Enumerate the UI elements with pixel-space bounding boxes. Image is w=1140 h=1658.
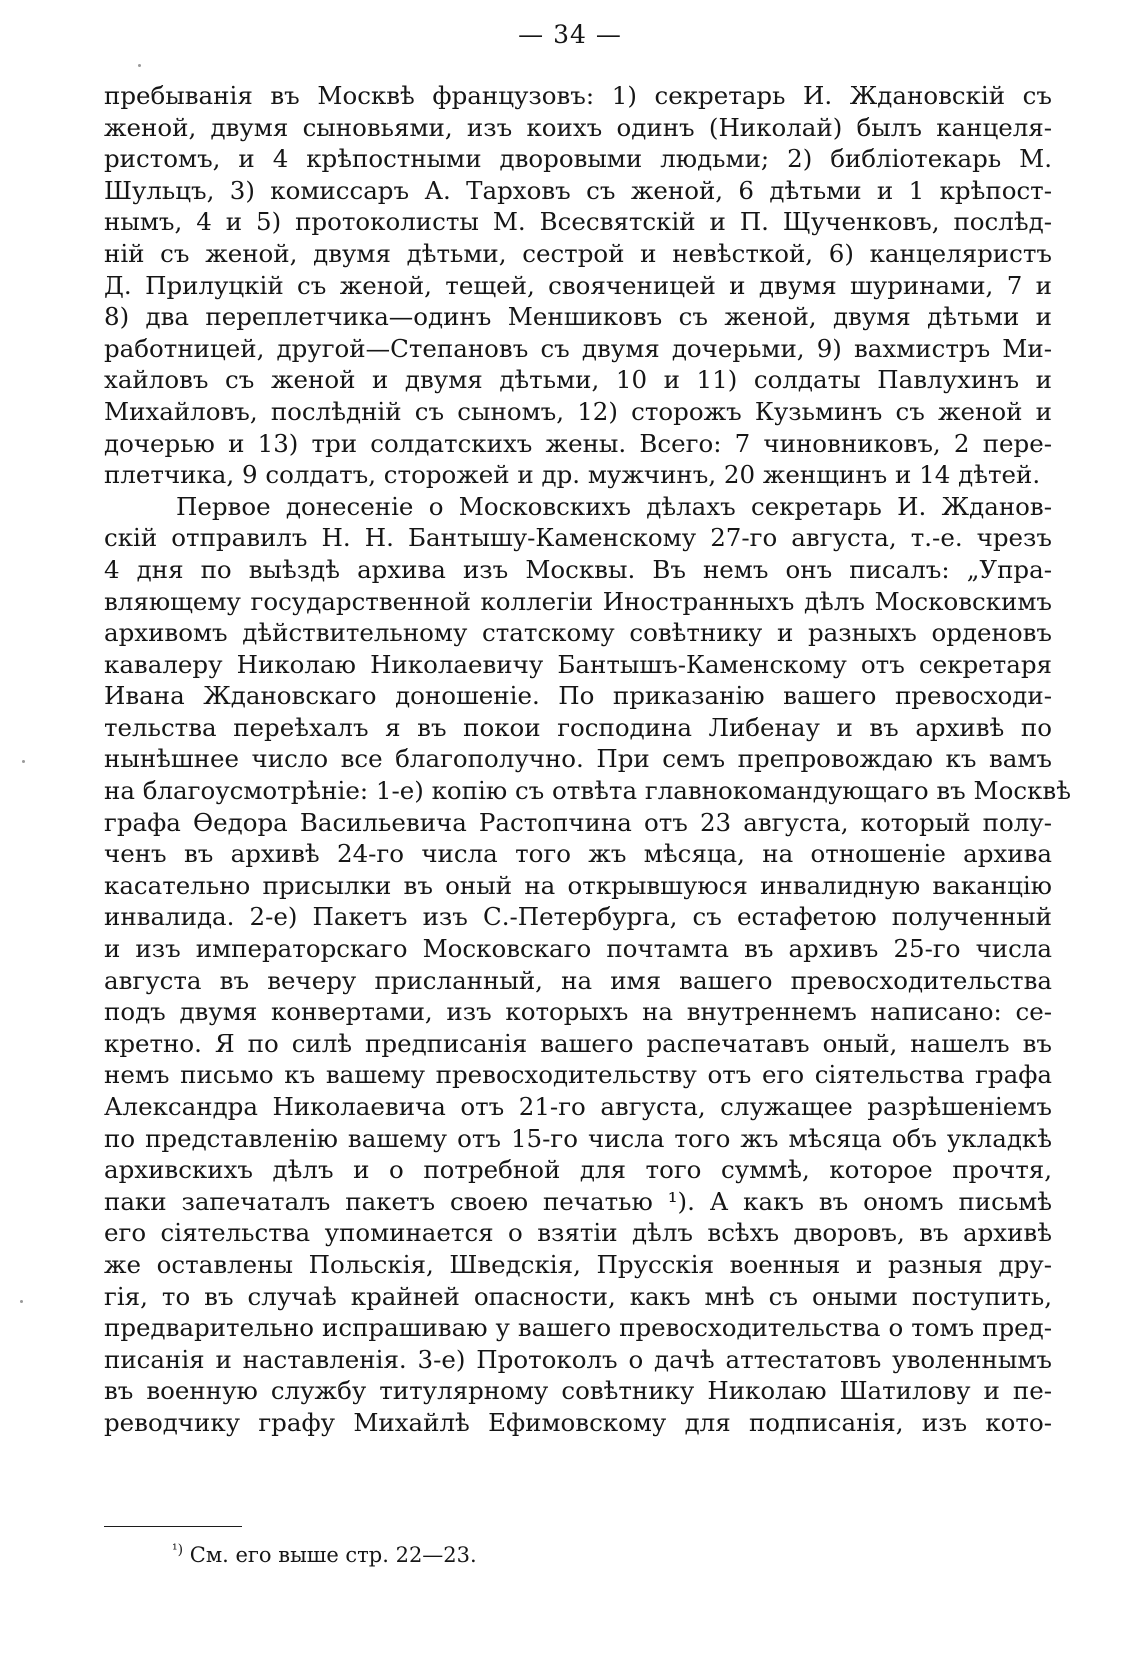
text-line: плетчика, 9 солдатъ, сторожей и др. мужчинъ, 20 женщинъ и 14 дѣтей.	[104, 460, 1041, 490]
text-line: подъ двумя конвертами, изъ которыхъ на внутреннемъ написано: се-	[104, 997, 1052, 1027]
text-line: реводчику графу Михайлѣ Ефимовскому для подписанія, изъ кото-	[104, 1407, 1052, 1437]
text-line: Александра Николаевича отъ 21-го августа, служащее разрѣшеніемъ	[104, 1092, 1052, 1121]
text-line: дочерью и 13) три солдатскихъ жены. Всего: 7 чиновниковъ, 2 пере-	[104, 428, 1052, 458]
text-line: кавалеру Николаю Николаевичу Бантышъ-Каменскому отъ секретаря	[104, 649, 1052, 679]
text-line: нымъ, 4 и 5) протоколисты М. Всесвятскій и П. Щученковъ, послѣд-	[104, 207, 1052, 237]
text-line: вляющему государственной коллегіи Иностранныхъ дѣлъ Московскимъ	[104, 586, 1052, 616]
text-line: кретно. Я по силѣ предписанія вашего распечатавъ оный, нашелъ въ	[104, 1028, 1052, 1058]
text-line: на благоусмотрѣніе: 1-е) копію съ отвѣта главнокомандующаго въ Москвѣ	[104, 776, 1071, 806]
footnote-marker: ¹)	[172, 1542, 184, 1558]
text-line: скій отправилъ Н. Н. Бантышу-Каменскому 27-го августа, т.-е. чрезъ	[104, 523, 1052, 553]
text-line: касательно присылки въ оный на открывшуюся инвалидную ваканцію	[104, 870, 1052, 900]
text-line: 8) два переплетчика—одинъ Меншиковъ съ женой, двумя дѣтьми и	[104, 302, 1052, 332]
text-line: ченъ въ архивѣ 24-го числа того жъ мѣсяца, на отношеніе архива	[104, 839, 1052, 869]
text-line: ній съ женой, двумя дѣтьми, сестрой и невѣсткой, 6) канцеляристъ	[104, 238, 1052, 268]
text-line: тельства переѣхалъ я въ покои господина Либенау и въ архивѣ по	[104, 712, 1052, 742]
text-line: Ивана Ждановскаго доношеніе. По приказанію вашего превосходи-	[104, 681, 1052, 711]
text-line: писанія и наставленія. 3-е) Протоколъ о дачѣ аттестатовъ уволеннымъ	[104, 1344, 1052, 1374]
text-line: августа въ вечеру присланный, на имя вашего превосходительства	[104, 965, 1052, 995]
text-line: предварительно испрашиваю у вашего превосходительства о томъ пред-	[104, 1313, 1052, 1343]
footnote	[172, 1536, 477, 1569]
text-line: же оставлены Польскія, Шведскія, Прусскія военныя и разныя дру-	[104, 1249, 1052, 1279]
text-line: паки запечаталъ пакетъ своею печатью ¹). А какъ въ ономъ письмѣ	[104, 1186, 1052, 1216]
text-line: немъ письмо къ вашему превосходительству отъ его сіятельства графа	[104, 1060, 1052, 1090]
scan-speck	[138, 64, 141, 67]
footnote-separator	[104, 1526, 242, 1527]
text-line: гія, то въ случаѣ крайней опасности, какъ мнѣ съ оными поступить,	[104, 1281, 1052, 1311]
body-text	[104, 80, 1071, 1439]
text-line: 4 дня по выѣздѣ архива изъ Москвы. Въ немъ онъ писалъ: „Упра-	[104, 554, 1052, 584]
footnote-text: См. его выше стр. 22—23.	[183, 1543, 477, 1567]
text-line: Шульцъ, 3) комиссаръ А. Тарховъ съ женой, 6 дѣтьми и 1 крѣпост-	[104, 175, 1052, 205]
text-line: хайловъ съ женой и двумя дѣтьми, 10 и 11) солдаты Павлухинъ и	[104, 365, 1052, 395]
page-number: — 34 —	[518, 20, 622, 49]
text-line: нынѣшнее число все благополучно. При семъ препровождаю къ вамъ	[104, 744, 1052, 774]
text-line: ристомъ, и 4 крѣпостными дворовыми людьми; 2) библіотекарь М.	[104, 144, 1052, 174]
text-line: инвалида. 2-е) Пакетъ изъ С.-Петербурга, съ естафетою полученный	[104, 902, 1052, 932]
scan-speck	[22, 760, 25, 763]
text-line: работницей, другой—Степановъ съ двумя дочерьми, 9) вахмистръ Ми-	[104, 333, 1052, 363]
text-line: и изъ императорскаго Московскаго почтамта въ архивъ 25-го числа	[104, 934, 1052, 964]
text-line: архивомъ дѣйствительному статскому совѣтнику и разныхъ орденовъ	[104, 618, 1052, 648]
text-line: графа Ѳедора Васильевича Растопчина отъ 23 августа, который полу-	[104, 807, 1052, 837]
text-line: Михайловъ, послѣдній съ сыномъ, 12) сторожъ Кузьминъ съ женой и	[104, 396, 1052, 426]
text-line: пребыванія въ Москвѣ французовъ: 1) секретарь И. Ждановскій съ	[104, 81, 1052, 110]
text-line: женой, двумя сыновьями, изъ коихъ одинъ (Николай) былъ канцеля-	[104, 112, 1052, 142]
text-line: Д. Прилуцкій съ женой, тещей, свояченицей и двумя шуринами, 7 и	[104, 270, 1052, 300]
text-line: въ военную службу титулярному совѣтнику Николаю Шатилову и пе-	[104, 1376, 1052, 1406]
text-line: его сіятельства упоминается о взятіи дѣлъ всѣхъ дворовъ, въ архивѣ	[104, 1218, 1052, 1248]
text-line: Первое донесеніе о Московскихъ дѣлахъ секретарь И. Жданов-	[176, 491, 1052, 521]
scan-speck	[20, 1300, 23, 1303]
text-line: по представленію вашему отъ 15-го числа того жъ мѣсяца объ укладкѣ	[104, 1123, 1052, 1153]
text-line: архивскихъ дѣлъ и о потребной для того суммѣ, которое прочтя,	[104, 1155, 1052, 1185]
